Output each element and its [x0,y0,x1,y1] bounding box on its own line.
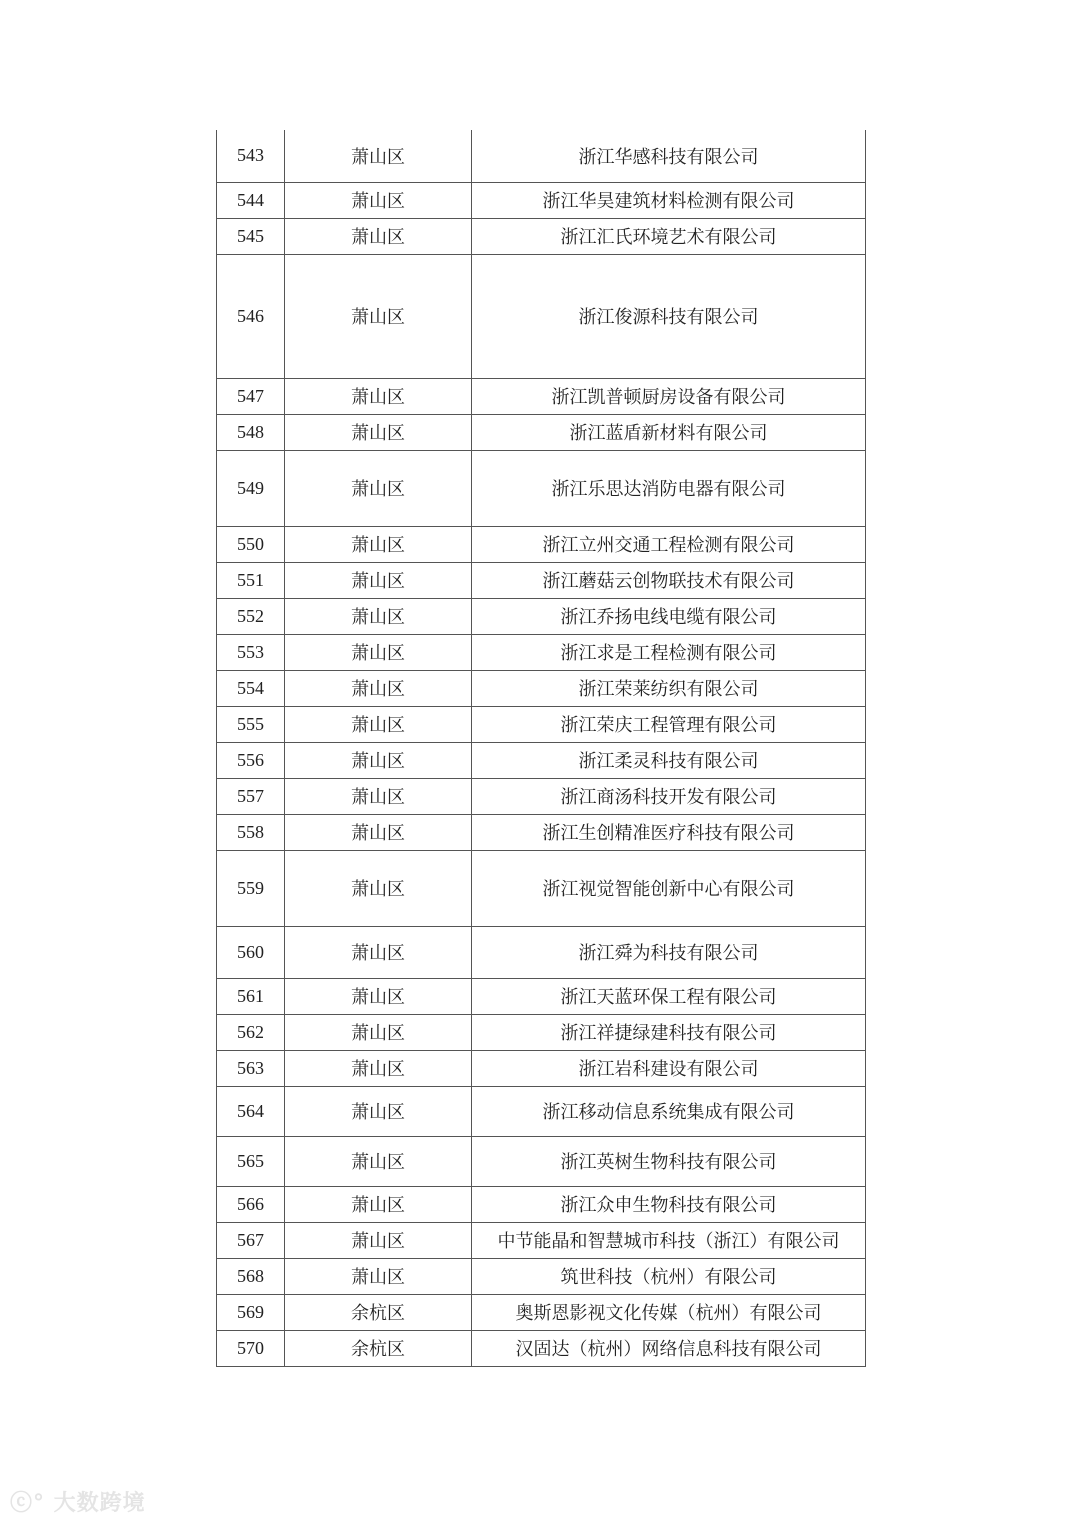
row-number: 553 [217,634,285,670]
district-cell: 萧山区 [285,130,472,182]
company-name-cell: 中节能晶和智慧城市科技（浙江）有限公司 [472,1222,866,1258]
table-row [217,1086,866,1136]
district-cell: 萧山区 [285,1258,472,1294]
district-cell: 萧山区 [285,1086,472,1136]
district-cell: 萧山区 [285,1014,472,1050]
company-name-cell: 浙江英树生物科技有限公司 [472,1136,866,1186]
company-name-cell: 浙江荣庆工程管理有限公司 [472,706,866,742]
district-cell: 萧山区 [285,850,472,926]
district-cell: 萧山区 [285,1050,472,1086]
district-cell: 萧山区 [285,634,472,670]
row-number: 565 [217,1136,285,1186]
company-name-cell: 浙江华昊建筑材料检测有限公司 [472,182,866,218]
row-number: 552 [217,598,285,634]
row-number: 543 [217,130,285,182]
district-cell: 萧山区 [285,1136,472,1186]
table-row [217,706,866,742]
company-name-cell: 浙江天蓝环保工程有限公司 [472,978,866,1014]
company-name-cell: 浙江众申生物科技有限公司 [472,1186,866,1222]
table-row [217,1222,866,1258]
district-cell: 萧山区 [285,1222,472,1258]
table-row [217,130,866,182]
company-name-cell: 浙江俊源科技有限公司 [472,254,866,378]
company-name-cell: 浙江立州交通工程检测有限公司 [472,526,866,562]
company-name-cell: 浙江移动信息系统集成有限公司 [472,1086,866,1136]
company-name-cell: 浙江岩科建设有限公司 [472,1050,866,1086]
row-number: 561 [217,978,285,1014]
company-name-cell: 浙江生创精准医疗科技有限公司 [472,814,866,850]
table-row [217,1294,866,1330]
row-number: 570 [217,1330,285,1366]
table-row [217,414,866,450]
row-number: 569 [217,1294,285,1330]
district-cell: 萧山区 [285,254,472,378]
district-cell: 萧山区 [285,598,472,634]
company-name-cell: 浙江祥捷绿建科技有限公司 [472,1014,866,1050]
district-cell: 萧山区 [285,414,472,450]
row-number: 546 [217,254,285,378]
table-row [217,182,866,218]
row-number: 554 [217,670,285,706]
company-name-cell: 浙江乔扬电线电缆有限公司 [472,598,866,634]
table-row [217,1014,866,1050]
table-row [217,526,866,562]
table-row [217,742,866,778]
company-name-cell: 浙江柔灵科技有限公司 [472,742,866,778]
table-row [217,778,866,814]
company-name-cell: 浙江视觉智能创新中心有限公司 [472,850,866,926]
company-name-cell: 浙江求是工程检测有限公司 [472,634,866,670]
company-list-table [216,130,866,1367]
table-row [217,634,866,670]
district-cell: 萧山区 [285,562,472,598]
district-cell: 余杭区 [285,1294,472,1330]
table-row [217,378,866,414]
district-cell: 萧山区 [285,378,472,414]
row-number: 544 [217,182,285,218]
district-cell: 萧山区 [285,978,472,1014]
row-number: 559 [217,850,285,926]
table-row [217,850,866,926]
row-number: 566 [217,1186,285,1222]
row-number: 545 [217,218,285,254]
table-row [217,926,866,978]
company-name-cell: 汉固达（杭州）网络信息科技有限公司 [472,1330,866,1366]
company-name-cell: 浙江蓝盾新材料有限公司 [472,414,866,450]
district-cell: 萧山区 [285,1186,472,1222]
company-name-cell: 浙江华感科技有限公司 [472,130,866,182]
table-row [217,598,866,634]
table-row [217,978,866,1014]
company-name-cell: 浙江乐思达消防电器有限公司 [472,450,866,526]
district-cell: 萧山区 [285,742,472,778]
table-row [217,814,866,850]
row-number: 568 [217,1258,285,1294]
row-number: 547 [217,378,285,414]
row-number: 549 [217,450,285,526]
district-cell: 萧山区 [285,778,472,814]
district-cell: 萧山区 [285,450,472,526]
table-row [217,254,866,378]
row-number: 563 [217,1050,285,1086]
row-number: 557 [217,778,285,814]
district-cell: 萧山区 [285,182,472,218]
row-number: 548 [217,414,285,450]
district-cell: 萧山区 [285,926,472,978]
company-name-cell: 浙江凯普顿厨房设备有限公司 [472,378,866,414]
row-number: 564 [217,1086,285,1136]
watermark-logo: ⓒ° 大数跨境 [10,1491,146,1516]
row-number: 550 [217,526,285,562]
table-row [217,1330,866,1366]
company-name-cell: 浙江商汤科技开发有限公司 [472,778,866,814]
district-cell: 萧山区 [285,706,472,742]
row-number: 562 [217,1014,285,1050]
table-row [217,450,866,526]
table-row [217,562,866,598]
row-number: 556 [217,742,285,778]
row-number: 558 [217,814,285,850]
row-number: 551 [217,562,285,598]
district-cell: 萧山区 [285,814,472,850]
company-name-cell: 筑世科技（杭州）有限公司 [472,1258,866,1294]
company-name-cell: 奥斯恩影视文化传媒（杭州）有限公司 [472,1294,866,1330]
company-name-cell: 浙江蘑菇云创物联技术有限公司 [472,562,866,598]
company-name-cell: 浙江汇氏环境艺术有限公司 [472,218,866,254]
district-cell: 余杭区 [285,1330,472,1366]
table-row [217,1258,866,1294]
company-name-cell: 浙江舜为科技有限公司 [472,926,866,978]
district-cell: 萧山区 [285,670,472,706]
table-row [217,670,866,706]
row-number: 560 [217,926,285,978]
table-row [217,218,866,254]
table-row [217,1136,866,1186]
district-cell: 萧山区 [285,218,472,254]
table-row [217,1186,866,1222]
row-number: 555 [217,706,285,742]
district-cell: 萧山区 [285,526,472,562]
row-number: 567 [217,1222,285,1258]
table-row [217,1050,866,1086]
company-name-cell: 浙江荣莱纺织有限公司 [472,670,866,706]
